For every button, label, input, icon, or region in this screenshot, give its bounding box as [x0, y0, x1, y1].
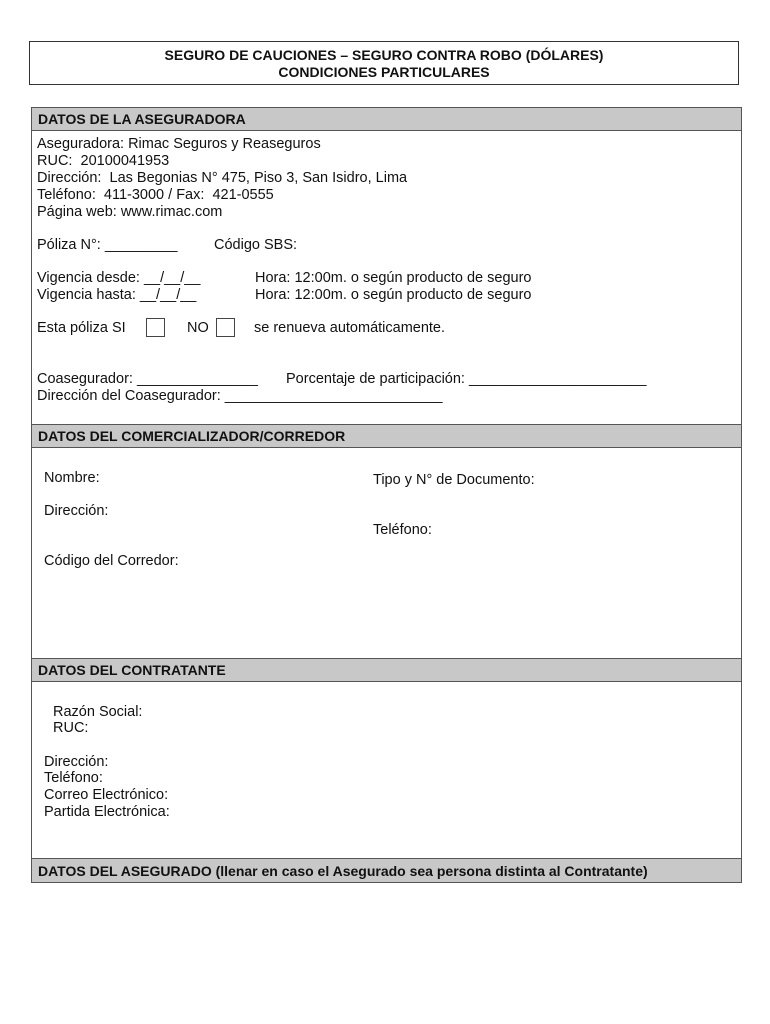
renewal-yes-label: Esta póliza SI	[37, 320, 126, 336]
renewal-no-label: NO	[187, 320, 209, 336]
validity-to-field[interactable]: Vigencia hasta: __/__/__	[37, 287, 197, 303]
hour-from-label: Hora: 12:00m. o según producto de seguro	[255, 270, 532, 286]
aseguradora-address: Dirección: Las Begonias N° 475, Piso 3, San Isidro, Lima	[37, 170, 408, 186]
contractor-phone-label: Teléfono:	[44, 770, 103, 786]
comercializador-section	[31, 424, 742, 659]
renewal-no-checkbox[interactable]	[216, 318, 235, 337]
title-line-1: SEGURO DE CAUCIONES – SEGURO CONTRA ROBO (DÓLARES)	[164, 47, 604, 63]
hour-to-label: Hora: 12:00m. o según producto de seguro	[255, 287, 532, 303]
broker-name-label: Nombre:	[44, 470, 100, 486]
participation-percentage-field[interactable]: Porcentaje de participación: ______________________	[286, 371, 647, 387]
aseguradora-website: Página web: www.rimac.com	[37, 204, 223, 220]
aseguradora-name: Aseguradora: Rimac Seguros y Reaseguros	[37, 136, 321, 152]
coinsurer-address-field[interactable]: Dirección del Coasegurador: ___________________________	[37, 388, 443, 404]
renewal-yes-checkbox[interactable]	[146, 318, 165, 337]
aseguradora-phone: Teléfono: 411-3000 / Fax: 421-0555	[37, 187, 274, 203]
broker-address-label: Dirección:	[44, 503, 109, 519]
coinsurer-field[interactable]: Coasegurador: _______________	[37, 371, 258, 387]
renewal-suffix-label: se renueva automáticamente.	[254, 320, 446, 336]
contractor-address-label: Dirección:	[44, 754, 109, 770]
contractor-registry-label: Partida Electrónica:	[44, 804, 170, 820]
document-title	[29, 41, 739, 85]
contratante-section	[31, 658, 742, 860]
title-line-2: CONDICIONES PARTICULARES	[278, 64, 490, 80]
asegurado-header: DATOS DEL ASEGURADO (llenar en caso el Asegurado sea persona distinta al Contratante)	[31, 858, 742, 883]
broker-code-label: Código del Corredor:	[44, 553, 179, 569]
policy-number-field[interactable]: Póliza N°: _________	[37, 237, 178, 253]
broker-phone-label: Teléfono:	[373, 522, 432, 538]
validity-from-field[interactable]: Vigencia desde: __/__/__	[37, 270, 201, 286]
contratante-header: DATOS DEL CONTRATANTE	[31, 658, 742, 682]
broker-document-label: Tipo y N° de Documento:	[373, 472, 535, 488]
sbs-code-label: Código SBS:	[214, 237, 298, 253]
contractor-email-label: Correo Electrónico:	[44, 787, 169, 803]
comercializador-header: DATOS DEL COMERCIALIZADOR/CORREDOR	[31, 424, 742, 448]
aseguradora-ruc: RUC: 20100041953	[37, 153, 170, 169]
contractor-ruc-label: RUC:	[53, 720, 89, 736]
aseguradora-header: DATOS DE LA ASEGURADORA	[31, 107, 742, 131]
contractor-business-name-label: Razón Social:	[53, 704, 143, 720]
